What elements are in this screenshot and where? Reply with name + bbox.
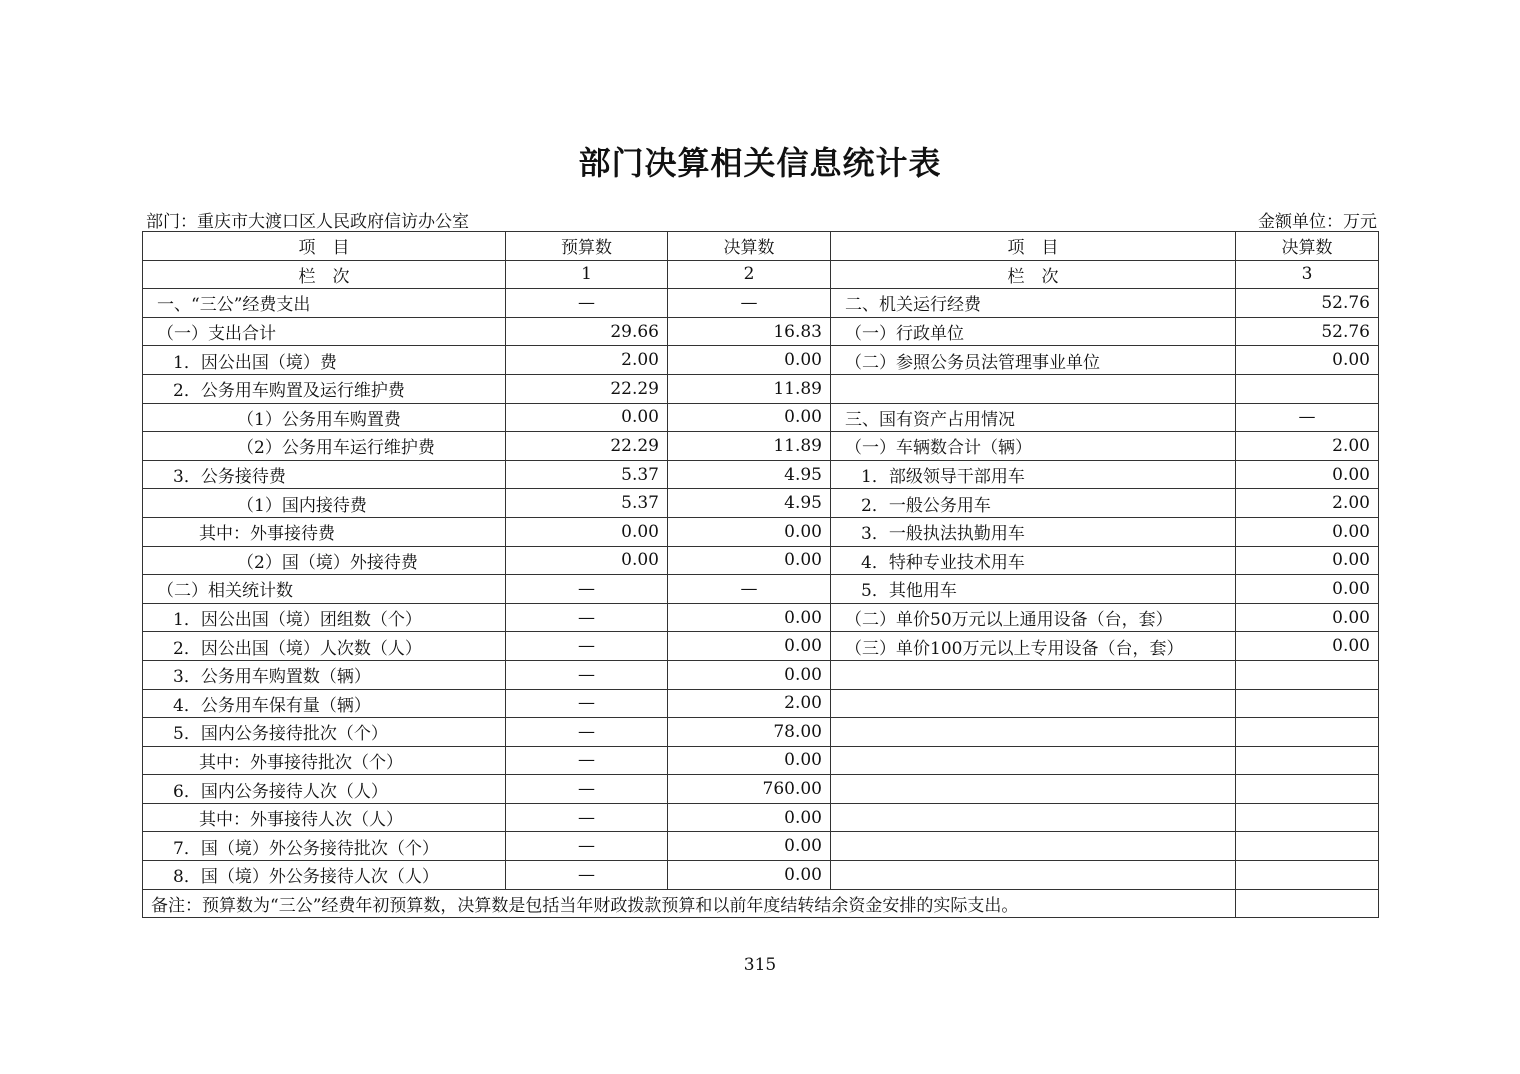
- row-right-item: （二）单价50万元以上通用设备（台，套）: [831, 603, 1236, 632]
- column-index-2: 2: [668, 260, 831, 289]
- row-final-value: 0.00: [668, 861, 831, 890]
- row-right-item: 2．一般公务用车: [831, 489, 1236, 518]
- note-row: [143, 889, 1379, 918]
- row-right-item: 4．特种专业技术用车: [831, 546, 1236, 575]
- row-left-item: （2）公务用车运行维护费: [143, 432, 506, 461]
- row-budget-value: 0.00: [506, 403, 668, 432]
- row-right-value: 0.00: [1236, 575, 1379, 604]
- row-budget-value: 5.37: [506, 460, 668, 489]
- header-item-2: 项 目: [831, 232, 1236, 261]
- table-row: [143, 861, 1379, 890]
- row-left-item: 2．公务用车购置及运行维护费: [143, 374, 506, 403]
- table-row: [143, 775, 1379, 804]
- row-right-value: 52.76: [1236, 289, 1379, 318]
- row-budget-value: —: [506, 660, 668, 689]
- row-right-item: （三）单价100万元以上专用设备（台，套）: [831, 632, 1236, 661]
- row-left-item: （二）相关统计数: [143, 575, 506, 604]
- row-left-item: 其中：外事接待费: [143, 517, 506, 546]
- row-budget-value: —: [506, 861, 668, 890]
- row-budget-value: 0.00: [506, 517, 668, 546]
- row-budget-value: 29.66: [506, 317, 668, 346]
- row-left-item: 3．公务用车购置数（辆）: [143, 660, 506, 689]
- table-row: [143, 289, 1379, 318]
- row-budget-value: —: [506, 689, 668, 718]
- table-row: [143, 317, 1379, 346]
- column-index-label: 栏 次: [143, 260, 506, 289]
- row-right-item: [831, 775, 1236, 804]
- row-right-value: 0.00: [1236, 460, 1379, 489]
- header-budget: 预算数: [506, 232, 668, 261]
- row-right-value: [1236, 689, 1379, 718]
- table-row: [143, 689, 1379, 718]
- table-row: [143, 718, 1379, 747]
- row-right-item: [831, 803, 1236, 832]
- statistics-table: [142, 231, 1379, 918]
- row-right-item: 3．一般执法执勤用车: [831, 517, 1236, 546]
- row-final-value: 4.95: [668, 489, 831, 518]
- row-left-item: 4．公务用车保有量（辆）: [143, 689, 506, 718]
- header-final: 决算数: [668, 232, 831, 261]
- row-budget-value: 0.00: [506, 546, 668, 575]
- row-left-item: 其中：外事接待批次（个）: [143, 746, 506, 775]
- row-final-value: —: [668, 289, 831, 318]
- row-right-value: [1236, 718, 1379, 747]
- column-index-3: 3: [1236, 260, 1379, 289]
- row-left-item: 6．国内公务接待人次（人）: [143, 775, 506, 804]
- row-budget-value: —: [506, 632, 668, 661]
- row-budget-value: —: [506, 718, 668, 747]
- row-budget-value: —: [506, 289, 668, 318]
- table-row: [143, 746, 1379, 775]
- row-right-item: 1．部级领导干部用车: [831, 460, 1236, 489]
- row-final-value: 0.00: [668, 746, 831, 775]
- row-budget-value: 5.37: [506, 489, 668, 518]
- row-left-item: 其中：外事接待人次（人）: [143, 803, 506, 832]
- table-row: [143, 403, 1379, 432]
- row-final-value: 760.00: [668, 775, 831, 804]
- row-final-value: 0.00: [668, 832, 831, 861]
- row-final-value: 0.00: [668, 546, 831, 575]
- table-row: [143, 660, 1379, 689]
- unit-label: 金额单位：万元: [1258, 212, 1377, 232]
- table-row: [143, 603, 1379, 632]
- row-right-item: 5．其他用车: [831, 575, 1236, 604]
- row-right-value: 0.00: [1236, 517, 1379, 546]
- header-final-2: 决算数: [1236, 232, 1379, 261]
- header-item: 项 目: [143, 232, 506, 261]
- table-row: [143, 546, 1379, 575]
- row-left-item: （一）支出合计: [143, 317, 506, 346]
- row-right-value: [1236, 803, 1379, 832]
- note-text: 备注：预算数为“三公”经费年初预算数，决算数是包括当年财政拨款预算和以前年度结转结余资金安排的实际支出。: [143, 889, 1236, 918]
- row-right-value: [1236, 861, 1379, 890]
- row-right-item: [831, 660, 1236, 689]
- row-budget-value: 22.29: [506, 374, 668, 403]
- row-right-value: 52.76: [1236, 317, 1379, 346]
- row-budget-value: —: [506, 775, 668, 804]
- column-index-1: 1: [506, 260, 668, 289]
- column-index-row: [143, 260, 1379, 289]
- table-row: [143, 346, 1379, 375]
- table-row: [143, 803, 1379, 832]
- row-right-value: —: [1236, 403, 1379, 432]
- row-left-item: （2）国（境）外接待费: [143, 546, 506, 575]
- table-row: [143, 832, 1379, 861]
- table-row: [143, 575, 1379, 604]
- row-budget-value: 22.29: [506, 432, 668, 461]
- row-right-value: [1236, 374, 1379, 403]
- row-left-item: （1）公务用车购置费: [143, 403, 506, 432]
- column-index-label-2: 栏 次: [831, 260, 1236, 289]
- row-left-item: （1）国内接待费: [143, 489, 506, 518]
- page-title: 部门决算相关信息统计表: [578, 144, 942, 182]
- row-right-item: [831, 832, 1236, 861]
- row-right-item: （二）参照公务员法管理事业单位: [831, 346, 1236, 375]
- department-label: 部门：重庆市大渡口区人民政府信访办公室: [146, 212, 469, 232]
- row-left-item: 3．公务接待费: [143, 460, 506, 489]
- row-final-value: —: [668, 575, 831, 604]
- table-row: [143, 517, 1379, 546]
- row-final-value: 16.83: [668, 317, 831, 346]
- note-empty-cell: [1236, 889, 1379, 918]
- row-right-value: [1236, 746, 1379, 775]
- row-final-value: 0.00: [668, 632, 831, 661]
- row-left-item: 2．因公出国（境）人次数（人）: [143, 632, 506, 661]
- row-final-value: 11.89: [668, 374, 831, 403]
- row-final-value: 0.00: [668, 603, 831, 632]
- row-right-item: [831, 718, 1236, 747]
- row-budget-value: —: [506, 603, 668, 632]
- row-left-item: 一、“三公”经费支出: [143, 289, 506, 318]
- row-right-item: [831, 374, 1236, 403]
- row-right-value: 2.00: [1236, 432, 1379, 461]
- row-budget-value: —: [506, 803, 668, 832]
- row-right-item: 三、国有资产占用情况: [831, 403, 1236, 432]
- row-right-item: [831, 861, 1236, 890]
- row-right-value: 0.00: [1236, 346, 1379, 375]
- row-right-value: [1236, 775, 1379, 804]
- row-left-item: 7．国（境）外公务接待批次（个）: [143, 832, 506, 861]
- table-row: [143, 460, 1379, 489]
- row-final-value: 4.95: [668, 460, 831, 489]
- row-right-item: [831, 746, 1236, 775]
- row-right-value: 0.00: [1236, 632, 1379, 661]
- row-right-value: [1236, 832, 1379, 861]
- row-final-value: 0.00: [668, 660, 831, 689]
- table-row: [143, 632, 1379, 661]
- row-right-value: [1236, 660, 1379, 689]
- row-budget-value: 2.00: [506, 346, 668, 375]
- row-left-item: 8．国（境）外公务接待人次（人）: [143, 861, 506, 890]
- row-final-value: 2.00: [668, 689, 831, 718]
- row-right-item: （一）行政单位: [831, 317, 1236, 346]
- row-right-item: [831, 689, 1236, 718]
- table-row: [143, 489, 1379, 518]
- row-budget-value: —: [506, 746, 668, 775]
- row-final-value: 78.00: [668, 718, 831, 747]
- header-row: [143, 232, 1379, 261]
- row-final-value: 0.00: [668, 346, 831, 375]
- row-final-value: 0.00: [668, 403, 831, 432]
- row-final-value: 0.00: [668, 803, 831, 832]
- row-right-item: （一）车辆数合计（辆）: [831, 432, 1236, 461]
- row-right-value: 0.00: [1236, 546, 1379, 575]
- row-budget-value: —: [506, 832, 668, 861]
- row-right-value: 0.00: [1236, 603, 1379, 632]
- row-final-value: 0.00: [668, 517, 831, 546]
- table-row: [143, 432, 1379, 461]
- row-right-value: 2.00: [1236, 489, 1379, 518]
- row-left-item: 1．因公出国（境）费: [143, 346, 506, 375]
- row-budget-value: —: [506, 575, 668, 604]
- row-right-item: 二、机关运行经费: [831, 289, 1236, 318]
- row-left-item: 1．因公出国（境）团组数（个）: [143, 603, 506, 632]
- row-final-value: 11.89: [668, 432, 831, 461]
- row-left-item: 5．国内公务接待批次（个）: [143, 718, 506, 747]
- page-number: 315: [743, 955, 777, 975]
- table-row: [143, 374, 1379, 403]
